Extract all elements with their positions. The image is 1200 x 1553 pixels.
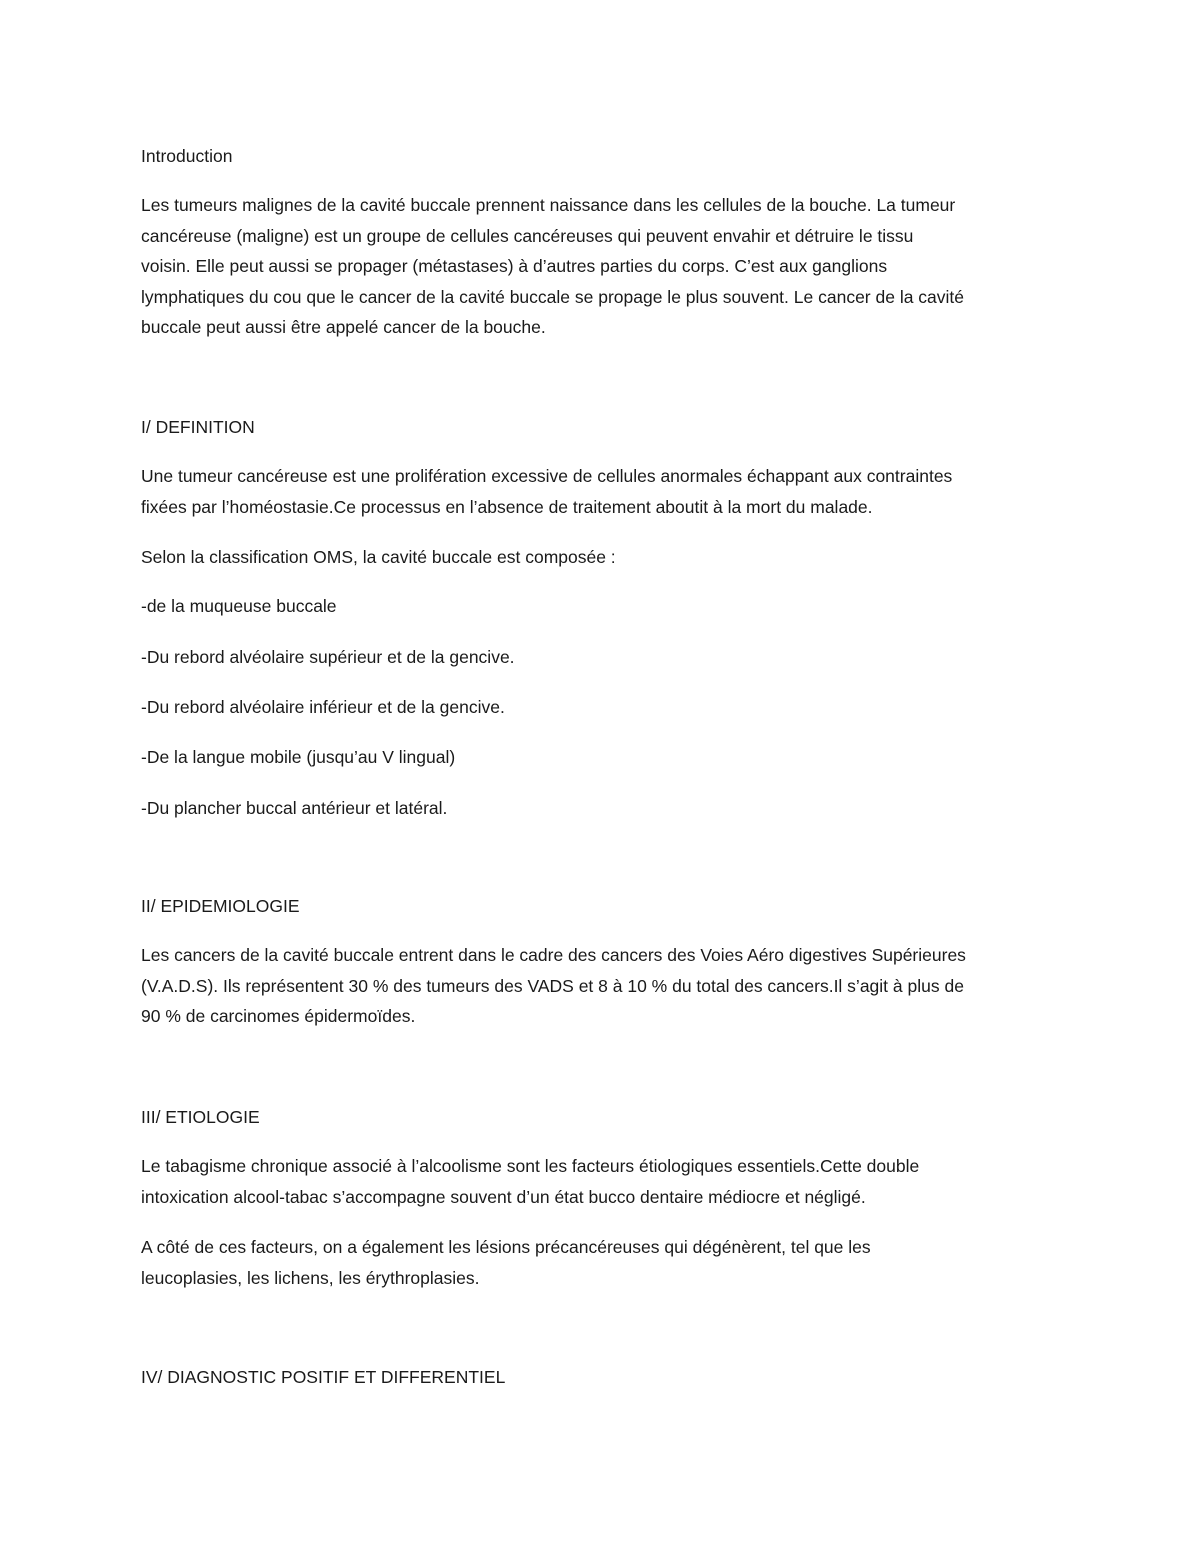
list-item: -de la muqueuse buccale <box>141 596 337 616</box>
etiology-paragraph-2 <box>141 1232 1071 1293</box>
list-item: -De la langue mobile (jusqu’au V lingual) <box>141 747 456 767</box>
list-item: -Du rebord alvéolaire inférieur et de la gencive. <box>141 697 505 717</box>
paragraph-line: Une tumeur cancéreuse est une prolifération excessive de cellules anormales échappant aux contraintes <box>141 466 953 486</box>
paragraph-line: 90 % de carcinomes épidermoïdes. <box>141 1006 416 1026</box>
paragraph-line: Les tumeurs malignes de la cavité buccale prennent naissance dans les cellules de la bouche. La tumeur <box>141 195 956 215</box>
list-item: -Du rebord alvéolaire supérieur et de la gencive. <box>141 647 515 667</box>
paragraph-line: intoxication alcool-tabac s’accompagne souvent d’un état bucco dentaire médiocre et négligé. <box>141 1186 866 1207</box>
intro-paragraph <box>141 190 1071 343</box>
diagnosis-heading: IV/ DIAGNOSTIC POSITIF ET DIFFERENTIEL <box>141 1367 506 1387</box>
paragraph-line: A côté de ces facteurs, on a également les lésions précancéreuses qui dégénèrent, tel que les <box>141 1237 871 1257</box>
etiology-paragraph <box>141 1151 1071 1212</box>
paragraph-line: Les cancers de la cavité buccale entrent dans le cadre des cancers des Voies Aéro digestives Supérieures <box>141 945 966 965</box>
paragraph-line: (V.A.D.S). Ils représentent 30 % des tumeurs des VADS et 8 à 10 % du total des cancers.Il s’agit à plus de <box>141 975 964 996</box>
definition-heading: I/ DEFINITION <box>141 417 255 437</box>
epidemiology-heading: II/ EPIDEMIOLOGIE <box>141 896 300 916</box>
epidemiology-paragraph <box>141 940 1071 1032</box>
definition-paragraph <box>141 461 1071 522</box>
paragraph-line: voisin. Elle peut aussi se propager (métastases) à d’autres parties du corps. C’est aux ganglions <box>141 256 888 276</box>
paragraph-line: fixées par l’homéostasie.Ce processus en l’absence de traitement aboutit à la mort du malade. <box>141 496 873 517</box>
paragraph-line: buccale peut aussi être appelé cancer de la bouche. <box>141 317 546 337</box>
etiology-heading: III/ ETIOLOGIE <box>141 1107 260 1127</box>
paragraph-line: cancéreuse (maligne) est un groupe de cellules cancéreuses qui peuvent envahir et détruire le tissu <box>141 225 914 246</box>
classification-paragraph: Selon la classification OMS, la cavité buccale est composée : <box>141 547 616 567</box>
paragraph-line: leucoplasies, les lichens, les érythroplasies. <box>141 1267 480 1288</box>
paragraph-line: Le tabagisme chronique associé à l’alcoolisme sont les facteurs étiologiques essentiels.Cette double <box>141 1156 920 1176</box>
list-item: -Du plancher buccal antérieur et latéral. <box>141 798 448 818</box>
paragraph-line: lymphatiques du cou que le cancer de la cavité buccale se propage le plus souvent. Le cancer de la cavité <box>141 286 965 307</box>
intro-heading: Introduction <box>141 146 233 166</box>
